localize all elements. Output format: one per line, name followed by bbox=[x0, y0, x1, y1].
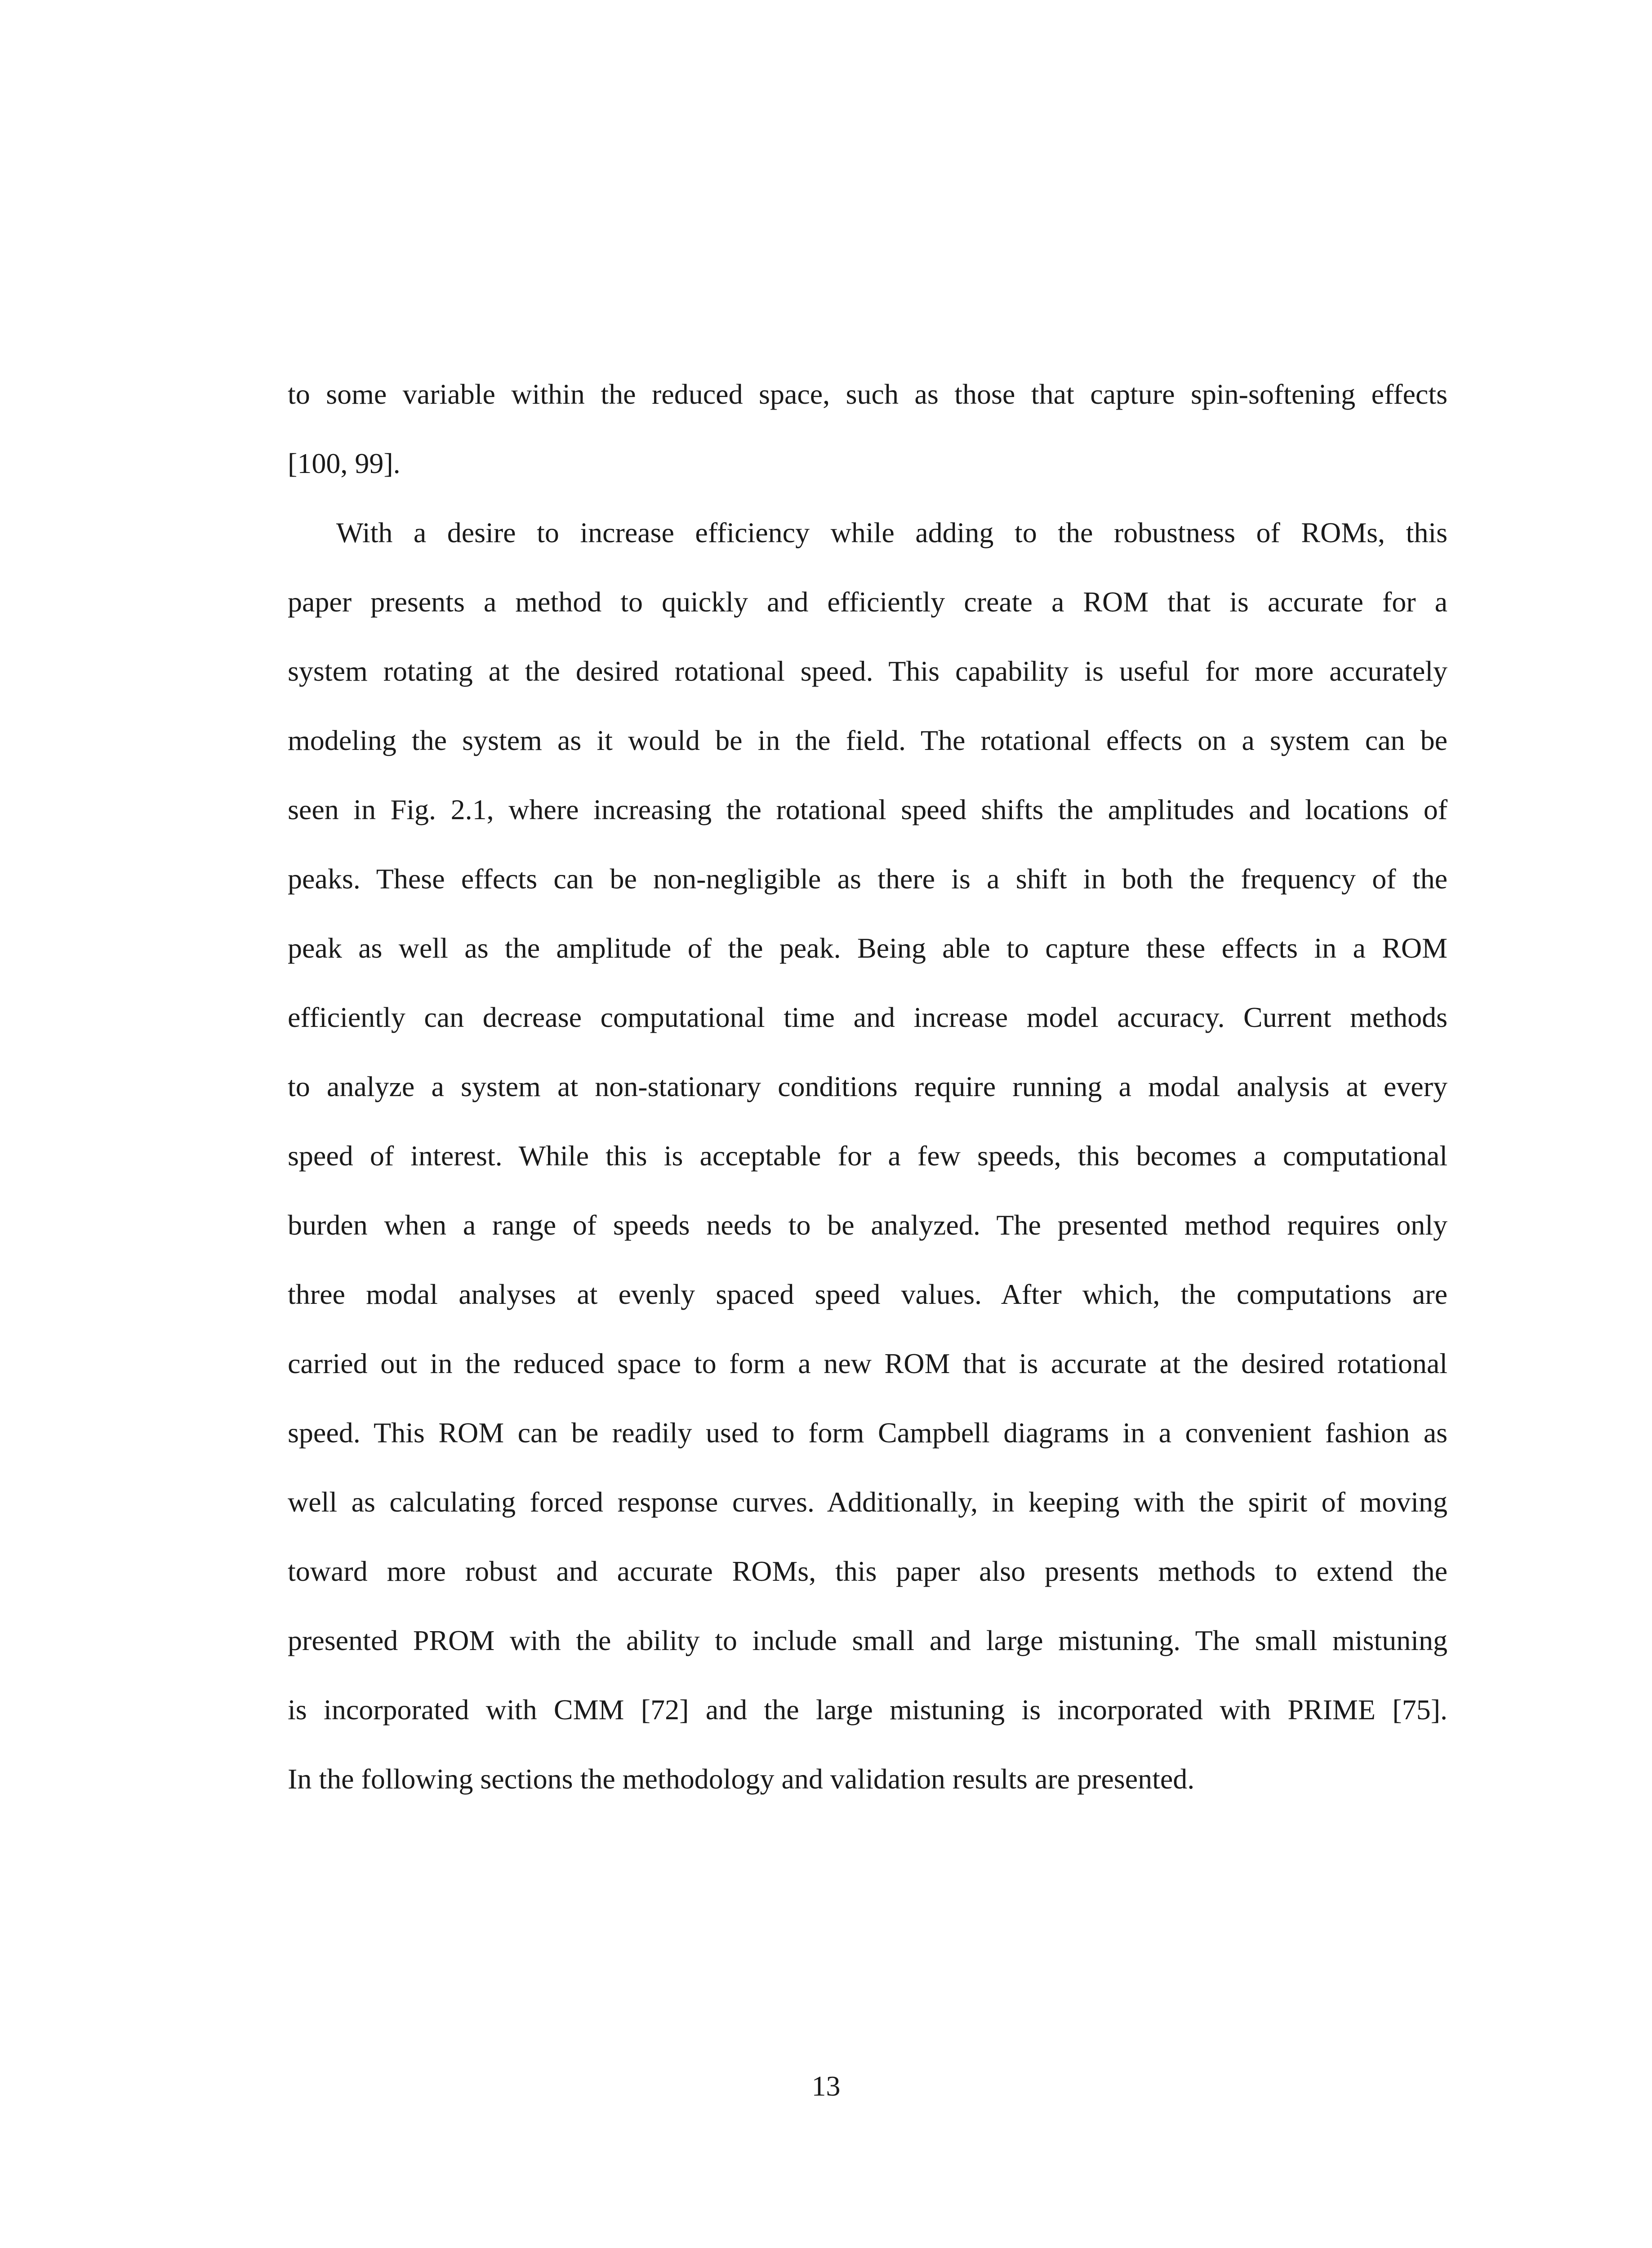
text-line: to some variable within the reduced space, such as those that capture spin-softening effects bbox=[288, 378, 1447, 410]
text-line: paper presents a method to quickly and efficiently create a ROM that is accurate for a bbox=[288, 586, 1447, 618]
text-line: peaks. These effects can be non-negligible as there is a shift in both the frequency of the bbox=[288, 863, 1447, 895]
text-line: peak as well as the amplitude of the peak. Being able to capture these effects in a ROM bbox=[288, 932, 1447, 964]
text-line: system rotating at the desired rotational speed. This capability is useful for more accurately bbox=[288, 655, 1447, 687]
text-line: is incorporated with CMM [72] and the large mistuning is incorporated with PRIME [75]. bbox=[288, 1694, 1447, 1726]
text-line: In the following sections the methodology and validation results are presented. bbox=[288, 1763, 1195, 1795]
text-line: speed. This ROM can be readily used to form Campbell diagrams in a convenient fashion as bbox=[288, 1417, 1447, 1449]
page-number: 13 bbox=[811, 2070, 841, 2102]
text-line: With a desire to increase efficiency while adding to the robustness of ROMs, this bbox=[336, 517, 1447, 549]
text-line: to analyze a system at non-stationary conditions require running a modal analysis at every bbox=[288, 1070, 1447, 1102]
text-line: [100, 99]. bbox=[288, 447, 401, 479]
paragraph bbox=[288, 498, 1447, 1814]
text-line: speed of interest. While this is acceptable for a few speeds, this becomes a computational bbox=[288, 1140, 1447, 1172]
text-line: burden when a range of speeds needs to be analyzed. The presented method requires only bbox=[288, 1209, 1447, 1241]
body-text bbox=[288, 360, 1447, 1814]
text-line: carried out in the reduced space to form a new ROM that is accurate at the desired rotational bbox=[288, 1347, 1447, 1379]
text-line: well as calculating forced response curves. Additionally, in keeping with the spirit of moving bbox=[288, 1486, 1447, 1518]
text-line: efficiently can decrease computational time and increase model accuracy. Current methods bbox=[288, 1001, 1447, 1033]
paragraph bbox=[288, 360, 1447, 498]
text-line: presented PROM with the ability to include small and large mistuning. The small mistuning bbox=[288, 1624, 1447, 1656]
text-line: modeling the system as it would be in the field. The rotational effects on a system can be bbox=[288, 724, 1447, 756]
text-line: toward more robust and accurate ROMs, this paper also presents methods to extend the bbox=[288, 1555, 1447, 1587]
text-line: seen in Fig. 2.1, where increasing the rotational speed shifts the amplitudes and locations of bbox=[288, 794, 1447, 825]
text-line: three modal analyses at evenly spaced speed values. After which, the computations are bbox=[288, 1278, 1447, 1310]
